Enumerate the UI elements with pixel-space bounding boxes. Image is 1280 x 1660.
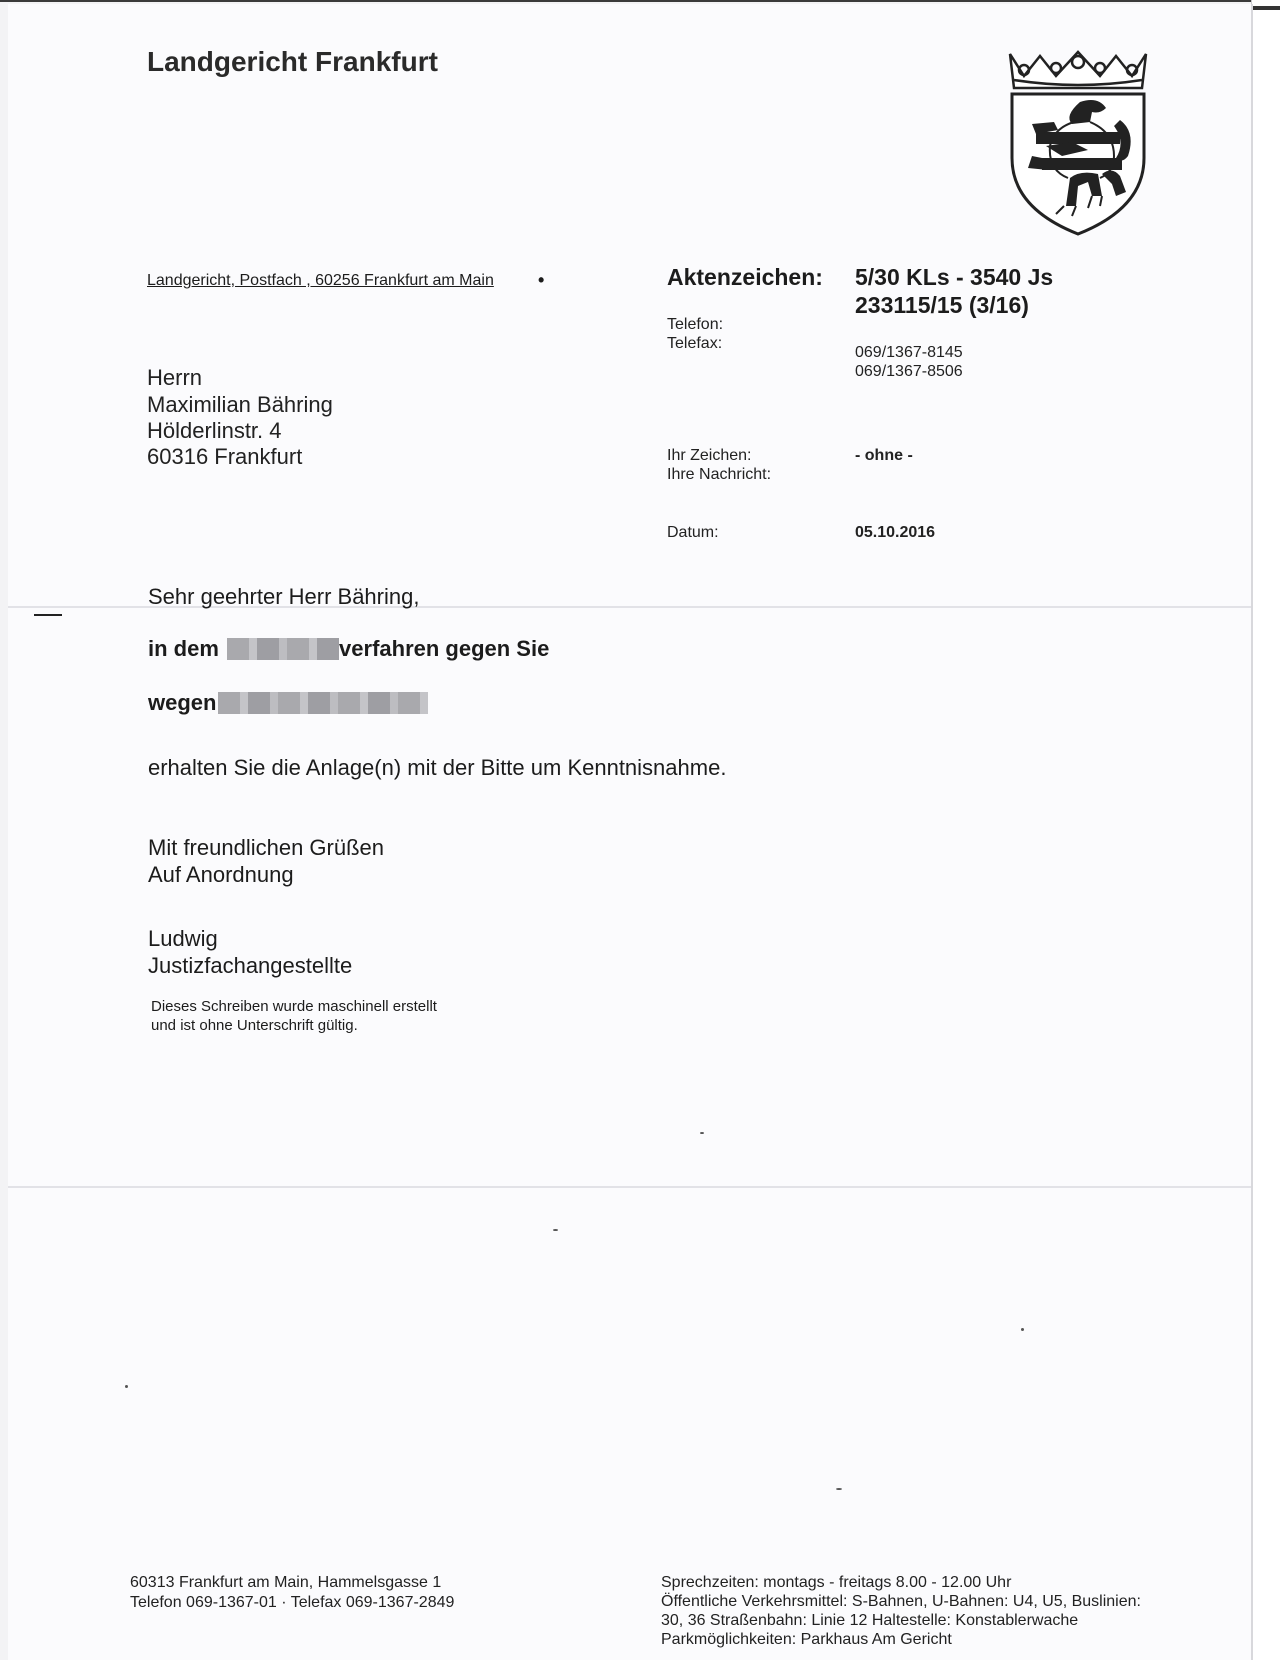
letter-closing: Mit freundlichen Grüßen xyxy=(148,835,384,860)
recipient-city: 60316 Frankfurt xyxy=(147,444,303,469)
redaction-blur xyxy=(218,692,428,714)
letter-line-charge xyxy=(148,690,428,716)
datum-label: Datum: xyxy=(667,524,719,541)
scan-speck xyxy=(1021,1328,1024,1331)
recipient-name: Maximilian Bähring xyxy=(147,392,333,417)
fold-margin-mark xyxy=(34,614,62,616)
court-title: Landgericht Frankfurt xyxy=(147,46,438,77)
charge-prefix: wegen xyxy=(148,690,217,715)
footer-phone-fax: Telefon 069-1367-01 · Telefax 069-1367-2849 xyxy=(130,1594,455,1611)
scan-speck xyxy=(836,1488,842,1490)
footer-office-hours: Sprechzeiten: montags - freitags 8.00 - 12.00 Uhr xyxy=(661,1574,1012,1591)
letter-line-proceedings xyxy=(148,636,549,662)
letter-salutation: Sehr geehrter Herr Bähring, xyxy=(148,584,420,609)
sender-return-address: Landgericht, Postfach , 60256 Frankfurt am Main xyxy=(147,272,494,289)
datum-value: 05.10.2016 xyxy=(855,524,936,541)
signer-name: Ludwig xyxy=(148,926,218,951)
scan-speck xyxy=(700,1132,704,1134)
proceedings-suffix: verfahren gegen Sie xyxy=(339,636,550,661)
aktenzeichen-label: Aktenzeichen: xyxy=(667,264,823,290)
scan-right-edge xyxy=(1251,0,1280,1660)
recipient-salutation-line: Herrn xyxy=(147,365,203,390)
telefon-value: 069/1367-8145 xyxy=(855,344,963,361)
telefax-value: 069/1367-8506 xyxy=(855,363,963,380)
sender-bullet: • xyxy=(538,270,545,290)
letter-closing-order: Auf Anordnung xyxy=(148,862,294,887)
scan-speck xyxy=(553,1229,558,1231)
footer-transit-line-2: 30, 36 Straßenbahn: Linie 12 Haltestelle: Konstablerwache xyxy=(661,1612,1079,1629)
footer-address: 60313 Frankfurt am Main, Hammelsgasse 1 xyxy=(130,1574,442,1591)
aktenzeichen-value-line-1: 5/30 KLs - 3540 Js xyxy=(855,264,1054,290)
scan-top-edge xyxy=(0,0,1280,2)
ihre-nachricht-label: Ihre Nachricht: xyxy=(667,466,772,483)
letter-line-enclosure: erhalten Sie die Anlage(n) mit der Bitte um Kenntnisnahme. xyxy=(148,755,727,780)
machine-generated-note-line-1: Dieses Schreiben wurde maschinell erstellt xyxy=(151,998,437,1015)
telefon-label: Telefon: xyxy=(667,316,724,333)
recipient-street: Hölderlinstr. 4 xyxy=(147,418,282,443)
paper-fold-line xyxy=(8,1186,1251,1188)
scan-speck xyxy=(125,1385,128,1388)
proceedings-prefix: in dem xyxy=(148,636,219,661)
letter-page xyxy=(8,4,1251,1660)
hesse-coat-of-arms-icon xyxy=(1002,46,1154,238)
ihr-zeichen-label: Ihr Zeichen: xyxy=(667,447,752,464)
footer-transit-line-1: Öffentliche Verkehrsmittel: S-Bahnen, U-Bahnen: U4, U5, Buslinien: xyxy=(661,1593,1141,1610)
machine-generated-note-line-2: und ist ohne Unterschrift gültig. xyxy=(151,1017,358,1034)
telefax-label: Telefax: xyxy=(667,335,723,352)
redaction-blur xyxy=(227,638,339,660)
footer-parking: Parkmöglichkeiten: Parkhaus Am Gericht xyxy=(661,1631,952,1648)
aktenzeichen-value-line-2: 233115/15 (3/16) xyxy=(855,292,1029,318)
signer-title: Justizfachangestellte xyxy=(148,953,353,978)
ihr-zeichen-value: - ohne - xyxy=(855,447,913,464)
